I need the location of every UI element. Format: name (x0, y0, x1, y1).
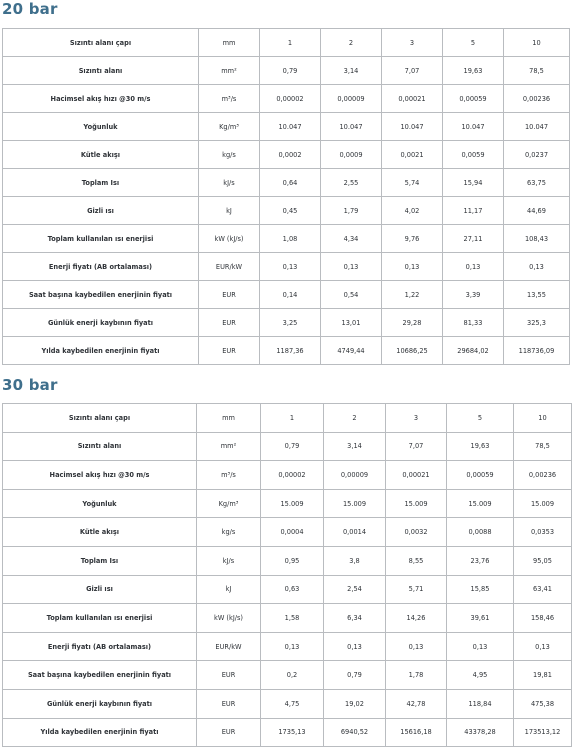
row-label-cell: Günlük enerji kaybının fiyatı (3, 689, 197, 718)
value-cell: 13,01 (321, 309, 382, 337)
unit-cell: m³/s (199, 85, 260, 113)
unit-cell: kJ/s (197, 546, 261, 575)
value-cell: 95,05 (514, 546, 572, 575)
value-cell: 78,5 (514, 432, 572, 461)
value-cell: 4749,44 (321, 337, 382, 365)
value-cell: 173513,12 (514, 718, 572, 747)
row-label-cell: Sızıntı alanı çapı (3, 29, 199, 57)
value-cell: 0,00021 (382, 85, 443, 113)
value-cell: 1,78 (386, 661, 447, 690)
value-cell: 63,75 (504, 169, 570, 197)
unit-cell: kJ (197, 575, 261, 604)
value-cell: 15616,18 (386, 718, 447, 747)
value-cell: 10.047 (443, 113, 504, 141)
row-label-cell: Toplam kullanılan ısı enerjisi (3, 604, 197, 633)
value-cell: 4,95 (447, 661, 514, 690)
unit-cell: Kg/m³ (199, 113, 260, 141)
value-cell: 13,55 (504, 281, 570, 309)
unit-cell: mm (197, 404, 261, 433)
value-cell: 0,13 (443, 253, 504, 281)
row-label-cell: Yoğunluk (3, 113, 199, 141)
unit-cell: kg/s (197, 518, 261, 547)
table-row (3, 489, 572, 518)
value-cell: 3,14 (324, 432, 386, 461)
value-cell: 2 (321, 29, 382, 57)
value-cell: 5,71 (386, 575, 447, 604)
value-cell: 0,13 (504, 253, 570, 281)
table-row (3, 546, 572, 575)
table-row (3, 253, 570, 281)
row-label-cell: Enerji fiyatı (AB ortalaması) (3, 632, 197, 661)
value-cell: 0,0353 (514, 518, 572, 547)
row-label-cell: Günlük enerji kaybının fiyatı (3, 309, 199, 337)
value-cell: 0,0014 (324, 518, 386, 547)
value-cell: 0,00009 (321, 85, 382, 113)
value-cell: 27,11 (443, 225, 504, 253)
value-cell: 1187,36 (260, 337, 321, 365)
table-row (3, 113, 570, 141)
value-cell: 0,0237 (504, 141, 570, 169)
unit-cell: EUR (199, 281, 260, 309)
value-cell: 15,94 (443, 169, 504, 197)
value-cell: 1,08 (260, 225, 321, 253)
value-cell: 2,55 (321, 169, 382, 197)
value-cell: 10686,25 (382, 337, 443, 365)
value-cell: 0,54 (321, 281, 382, 309)
unit-cell: mm² (199, 57, 260, 85)
table-row (3, 169, 570, 197)
value-cell: 14,26 (386, 604, 447, 633)
value-cell: 63,41 (514, 575, 572, 604)
unit-cell: mm (199, 29, 260, 57)
value-cell: 10.047 (504, 113, 570, 141)
value-cell: 0,0021 (382, 141, 443, 169)
unit-cell: Kg/m³ (197, 489, 261, 518)
value-cell: 0,2 (261, 661, 324, 690)
table-row (3, 197, 570, 225)
value-cell: 0,00009 (324, 461, 386, 490)
value-cell: 1,22 (382, 281, 443, 309)
value-cell: 10.047 (382, 113, 443, 141)
row-label-cell: Enerji fiyatı (AB ortalaması) (3, 253, 199, 281)
value-cell: 0,00021 (386, 461, 447, 490)
value-cell: 15.009 (261, 489, 324, 518)
value-cell: 3,14 (321, 57, 382, 85)
table-header-row (3, 29, 570, 57)
unit-cell: m³/s (197, 461, 261, 490)
value-cell: 0,64 (260, 169, 321, 197)
table-row (3, 661, 572, 690)
row-label-cell: Toplam Isı (3, 546, 197, 575)
value-cell: 2 (324, 404, 386, 433)
value-cell: 0,14 (260, 281, 321, 309)
unit-cell: kW (kJ/s) (199, 225, 260, 253)
table-row (3, 57, 570, 85)
value-cell: 15.009 (324, 489, 386, 518)
value-cell: 3,8 (324, 546, 386, 575)
row-label-cell: Yılda kaybedilen enerjinin fiyatı (3, 337, 199, 365)
value-cell: 10.047 (260, 113, 321, 141)
row-label-cell: Hacimsel akış hızı @30 m/s (3, 461, 197, 490)
table-row (3, 604, 572, 633)
value-cell: 118,84 (447, 689, 514, 718)
value-cell: 0,0032 (386, 518, 447, 547)
value-cell: 81,33 (443, 309, 504, 337)
unit-cell: EUR (199, 337, 260, 365)
row-label-cell: Gizli ısı (3, 575, 197, 604)
value-cell: 1 (260, 29, 321, 57)
value-cell: 42,78 (386, 689, 447, 718)
table-row (3, 718, 572, 747)
value-cell: 1,58 (261, 604, 324, 633)
unit-cell: EUR (197, 718, 261, 747)
value-cell: 3,39 (443, 281, 504, 309)
table-row (3, 141, 570, 169)
row-label-cell: Gizli ısı (3, 197, 199, 225)
value-cell: 7,07 (382, 57, 443, 85)
value-cell: 0,0009 (321, 141, 382, 169)
value-cell: 118736,09 (504, 337, 570, 365)
value-cell: 19,63 (443, 57, 504, 85)
value-cell: 0,13 (386, 632, 447, 661)
value-cell: 0,13 (447, 632, 514, 661)
row-label-cell: Yoğunluk (3, 489, 197, 518)
value-cell: 19,63 (447, 432, 514, 461)
table-row (3, 432, 572, 461)
table-row (3, 461, 572, 490)
value-cell: 8,55 (386, 546, 447, 575)
value-cell: 3 (382, 29, 443, 57)
row-label-cell: Kütle akışı (3, 141, 199, 169)
value-cell: 7,07 (386, 432, 447, 461)
value-cell: 10 (504, 29, 570, 57)
value-cell: 0,13 (382, 253, 443, 281)
value-cell: 0,0004 (261, 518, 324, 547)
value-cell: 0,0002 (260, 141, 321, 169)
value-cell: 6940,52 (324, 718, 386, 747)
value-cell: 19,81 (514, 661, 572, 690)
value-cell: 0,13 (514, 632, 572, 661)
row-label-cell: Kütle akışı (3, 518, 197, 547)
table-header-row (3, 404, 572, 433)
row-label-cell: Saat başına kaybedilen enerjinin fiyatı (3, 281, 199, 309)
section-title-30-bar: 30 bar (2, 376, 58, 394)
value-cell: 1 (261, 404, 324, 433)
value-cell: 0,00236 (504, 85, 570, 113)
unit-cell: mm² (197, 432, 261, 461)
value-cell: 0,00059 (447, 461, 514, 490)
value-cell: 9,76 (382, 225, 443, 253)
value-cell: 15,85 (447, 575, 514, 604)
value-cell: 0,79 (260, 57, 321, 85)
value-cell: 4,75 (261, 689, 324, 718)
table-30-bar (2, 403, 572, 747)
row-label-cell: Sızıntı alanı (3, 432, 197, 461)
value-cell: 0,63 (261, 575, 324, 604)
table-row (3, 632, 572, 661)
value-cell: 0,13 (324, 632, 386, 661)
table-row (3, 575, 572, 604)
value-cell: 19,02 (324, 689, 386, 718)
table-row (3, 225, 570, 253)
row-label-cell: Hacimsel akış hızı @30 m/s (3, 85, 199, 113)
value-cell: 23,76 (447, 546, 514, 575)
value-cell: 29684,02 (443, 337, 504, 365)
table-row (3, 518, 572, 547)
value-cell: 0,00059 (443, 85, 504, 113)
value-cell: 0,79 (324, 661, 386, 690)
table-row (3, 337, 570, 365)
unit-cell: kW (kJ/s) (197, 604, 261, 633)
table-row (3, 85, 570, 113)
value-cell: 1,79 (321, 197, 382, 225)
value-cell: 0,0059 (443, 141, 504, 169)
unit-cell: EUR (197, 661, 261, 690)
unit-cell: kJ (199, 197, 260, 225)
value-cell: 78,5 (504, 57, 570, 85)
value-cell: 1735,13 (261, 718, 324, 747)
value-cell: 3 (386, 404, 447, 433)
table-row (3, 281, 570, 309)
value-cell: 0,79 (261, 432, 324, 461)
value-cell: 3,25 (260, 309, 321, 337)
value-cell: 15.009 (447, 489, 514, 518)
value-cell: 10 (514, 404, 572, 433)
value-cell: 158,46 (514, 604, 572, 633)
value-cell: 108,43 (504, 225, 570, 253)
table-row (3, 689, 572, 718)
row-label-cell: Yılda kaybedilen enerjinin fiyatı (3, 718, 197, 747)
value-cell: 29,28 (382, 309, 443, 337)
unit-cell: kg/s (199, 141, 260, 169)
unit-cell: EUR (199, 309, 260, 337)
table-20-bar (2, 28, 570, 365)
unit-cell: EUR/kW (199, 253, 260, 281)
value-cell: 0,00236 (514, 461, 572, 490)
unit-cell: EUR/kW (197, 632, 261, 661)
value-cell: 5 (443, 29, 504, 57)
value-cell: 15.009 (514, 489, 572, 518)
value-cell: 0,13 (321, 253, 382, 281)
value-cell: 0,00002 (260, 85, 321, 113)
value-cell: 10.047 (321, 113, 382, 141)
row-label-cell: Sızıntı alanı (3, 57, 199, 85)
value-cell: 0,0088 (447, 518, 514, 547)
value-cell: 4,02 (382, 197, 443, 225)
row-label-cell: Toplam Isı (3, 169, 199, 197)
value-cell: 475,38 (514, 689, 572, 718)
unit-cell: kJ/s (199, 169, 260, 197)
value-cell: 0,00002 (261, 461, 324, 490)
table-row (3, 309, 570, 337)
value-cell: 39,61 (447, 604, 514, 633)
value-cell: 325,3 (504, 309, 570, 337)
row-label-cell: Sızıntı alanı çapı (3, 404, 197, 433)
value-cell: 15.009 (386, 489, 447, 518)
value-cell: 0,95 (261, 546, 324, 575)
value-cell: 2,54 (324, 575, 386, 604)
value-cell: 0,13 (261, 632, 324, 661)
row-label-cell: Saat başına kaybedilen enerjinin fiyatı (3, 661, 197, 690)
row-label-cell: Toplam kullanılan ısı enerjisi (3, 225, 199, 253)
value-cell: 43378,28 (447, 718, 514, 747)
value-cell: 4,34 (321, 225, 382, 253)
section-title-20-bar: 20 bar (2, 0, 58, 18)
value-cell: 0,13 (260, 253, 321, 281)
value-cell: 44,69 (504, 197, 570, 225)
unit-cell: EUR (197, 689, 261, 718)
value-cell: 5,74 (382, 169, 443, 197)
value-cell: 6,34 (324, 604, 386, 633)
value-cell: 5 (447, 404, 514, 433)
value-cell: 11,17 (443, 197, 504, 225)
value-cell: 0,45 (260, 197, 321, 225)
